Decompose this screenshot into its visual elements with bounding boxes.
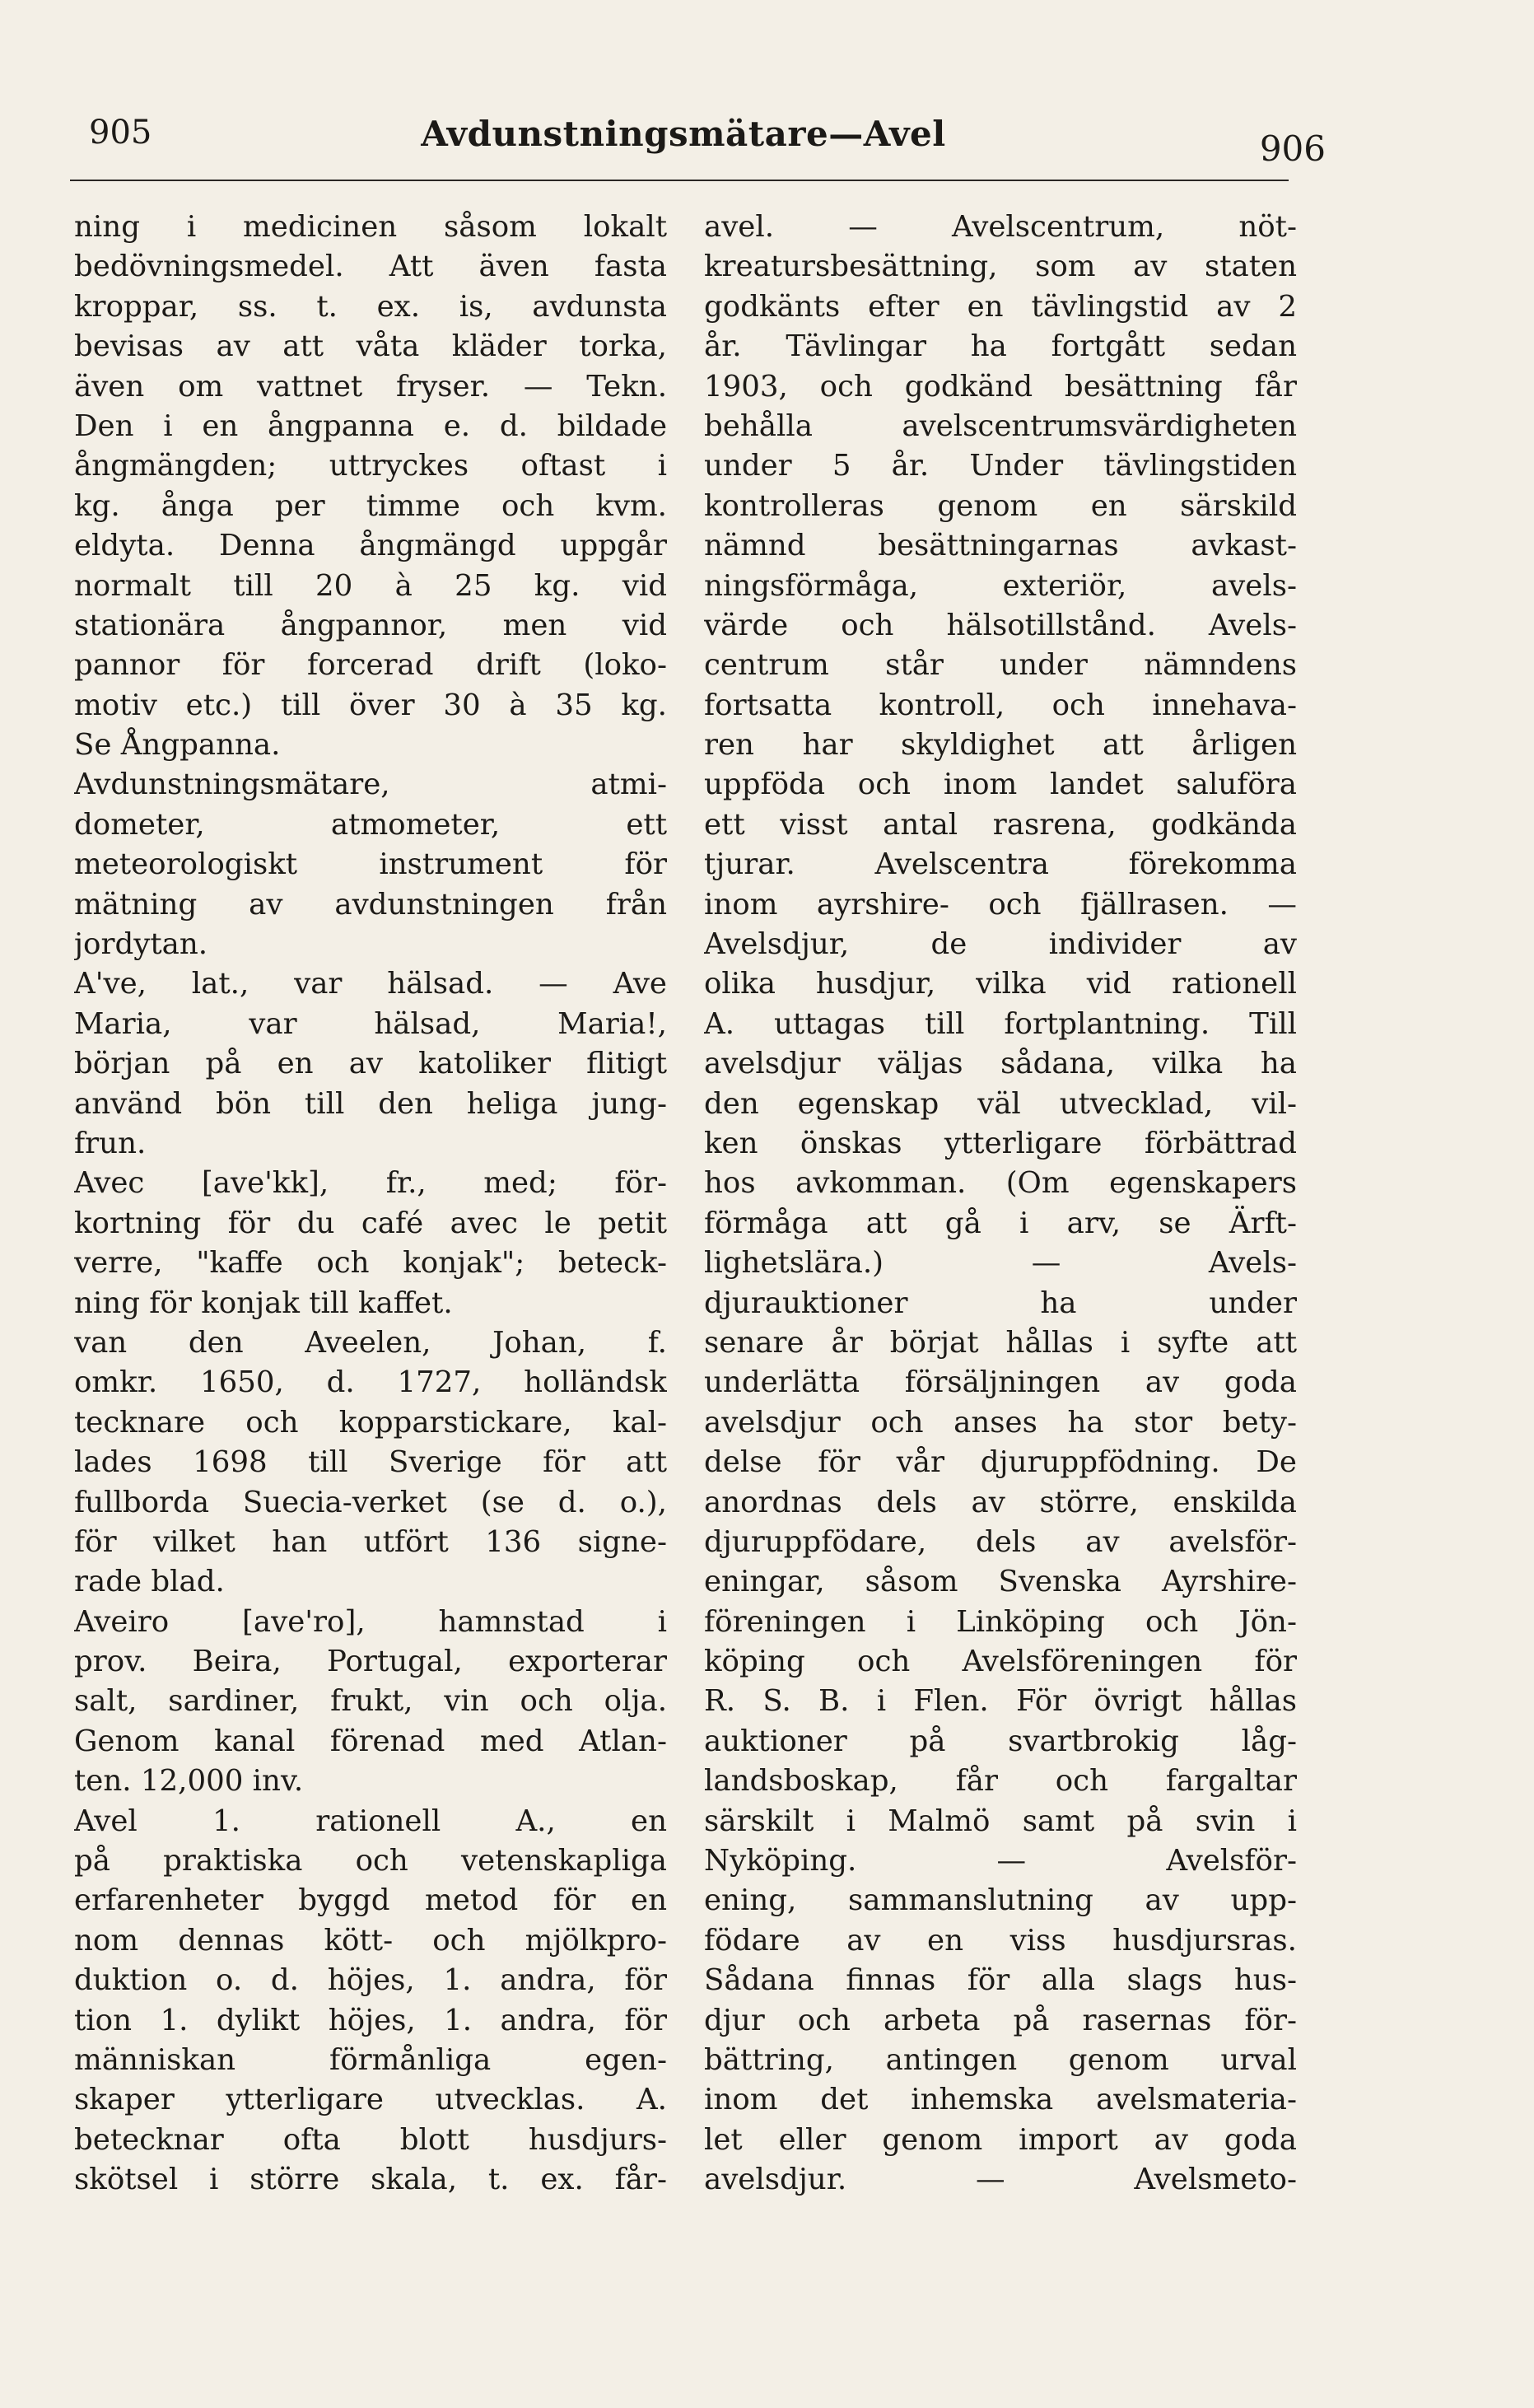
text-line: senare år börjat hållas i syfte att [704,1325,1297,1360]
text-line: erfarenheter byggd metod för en [74,1883,667,1918]
text-line: A. uttagas till fortplantning. Till [704,1006,1297,1041]
text-line: tecknare och kopparstickare, kal- [74,1405,667,1440]
text-line: den egenskap väl utvecklad, vil- [704,1086,1297,1121]
text-line: underlätta försäljningen av goda [704,1365,1297,1400]
text-line: föreningen i Linköping och Jön- [704,1604,1297,1639]
text-line: nom dennas kött- och mjölkpro- [74,1923,667,1958]
text-line: tion 1. dylikt höjes, 1. andra, för [74,2003,667,2037]
text-line: skötsel i större skala, t. ex. får- [74,2163,667,2197]
text-line: verre, "kaffe och konjak"; beteck- [74,1246,667,1281]
text-line: Sådana finnas för alla slags hus- [704,1963,1297,1998]
text-line: Maria, var hälsad, Maria!, [74,1006,667,1041]
text-line: let eller genom import av goda [704,2122,1297,2157]
text-line: duktion o. d. höjes, 1. andra, för [74,1963,667,1998]
text-line: mätning av avdunstningen från [74,887,667,922]
page-number-left: 905 [89,114,152,152]
text-line: avelsdjur och anses ha stor bety- [704,1405,1297,1440]
text-line: Aveiro [ave'ro], hamnstad i [74,1604,667,1639]
text-line: kontrolleras genom en särskild [704,488,1297,523]
text-line: dometer, atmometer, ett [74,807,667,842]
text-line: under 5 år. Under tävlingstiden [704,449,1297,483]
text-line: särskilt i Malmö samt på svin i [704,1804,1297,1838]
text-line: djuruppfödare, dels av avelsför- [704,1524,1297,1559]
text-line: rade blad. [74,1565,225,1599]
text-line: Avdunstningsmätare, atmi- [74,768,667,802]
text-line: hos avkomman. (Om egenskapers [704,1166,1297,1201]
text-line: 1903, och godkänd besättning får [704,369,1297,404]
text-line: delse för vår djuruppfödning. De [704,1445,1297,1480]
header-rule [70,180,1289,181]
text-line: kortning för du café avec le petit [74,1206,667,1240]
text-line: skaper ytterligare utvecklas. A. [74,2083,667,2117]
running-title: Avdunstningsmätare—Avel [421,114,946,154]
text-line: bedövningsmedel. Att även fasta [74,250,667,284]
text-line: Se Ångpanna. [74,728,281,763]
text-line: bättring, antingen genom urval [704,2042,1297,2077]
text-line: eningar, såsom Svenska Ayrshire- [704,1565,1297,1599]
text-line: för vilket han utfört 136 signe- [74,1524,667,1559]
text-line: pannor för forcerad drift (loko- [74,648,667,683]
text-line: centrum står under nämndens [704,648,1297,683]
text-line: även om vattnet fryser. — Tekn. [74,369,667,404]
text-line: godkänts efter en tävlingstid av 2 [704,289,1297,324]
text-line: människan förmånliga egen- [74,2042,667,2077]
text-line: R. S. B. i Flen. För övrigt hållas [704,1684,1297,1719]
right-column [704,208,1297,2200]
text-line: inom det inhemska avelsmateria- [704,2083,1297,2117]
text-line: uppföda och inom landet saluföra [704,768,1297,802]
page-header [74,114,1326,180]
text-line: förmåga att gå i arv, se Ärft- [704,1206,1297,1240]
text-line: jordytan. [74,927,208,962]
text-line: ken önskas ytterligare förbättrad [704,1126,1297,1160]
text-line: frun. [74,1126,147,1160]
text-line: använd bön till den heliga jung- [74,1086,667,1121]
text-line: på praktiska och vetenskapliga [74,1844,667,1878]
text-line: ett visst antal rasrena, godkända [704,807,1297,842]
text-line: ning för konjak till kaffet. [74,1286,453,1320]
text-line: prov. Beira, Portugal, exporterar [74,1645,667,1679]
text-line: fortsatta kontroll, och innehava- [704,688,1297,722]
text-line: avelsdjur. — Avelsmeto- [704,2163,1297,2197]
text-line: betecknar ofta blott husdjurs- [74,2122,667,2157]
text-line: köping och Avelsföreningen för [704,1645,1297,1679]
text-line: fullborda Suecia-verket (se d. o.), [74,1485,667,1519]
text-line: ångmängden; uttryckes oftast i [74,449,667,483]
text-line: stationära ångpannor, men vid [74,608,667,642]
text-line: ening, sammanslutning av upp- [704,1883,1297,1918]
text-line: ningsförmåga, exteriör, avels- [704,568,1297,603]
text-line: Avec [ave'kk], fr., med; för- [74,1166,667,1201]
text-line: salt, sardiner, frukt, vin och olja. [74,1684,667,1719]
text-line: Den i en ångpanna e. d. bildade [74,408,667,443]
text-line: djurauktioner ha under [704,1286,1297,1320]
text-line: ning i medicinen såsom lokalt [74,210,667,244]
left-column [74,208,667,2200]
text-line: djur och arbeta på rasernas för- [704,2003,1297,2037]
text-line: anordnas dels av större, enskilda [704,1485,1297,1519]
text-line: landsboskap, får och fargaltar [704,1764,1297,1799]
text-line: omkr. 1650, d. 1727, holländsk [74,1365,667,1400]
text-line: inom ayrshire- och fjällrasen. — [704,887,1297,922]
text-line: bevisas av att våta kläder torka, [74,329,667,364]
text-line: meteorologiskt instrument för [74,847,667,882]
text-line: A've, lat., var hälsad. — Ave [74,967,667,1001]
text-line: behålla avelscentrumsvärdigheten [704,408,1297,443]
text-line: värde och hälsotillstånd. Avels- [704,608,1297,642]
text-line: kreatursbesättning, som av staten [704,250,1297,284]
text-line: avelsdjur väljas sådana, vilka ha [704,1047,1297,1081]
text-line: början på en av katoliker flitigt [74,1047,667,1081]
text-line: motiv etc.) till över 30 à 35 kg. [74,688,667,722]
page-number-right: 906 [1259,128,1326,169]
text-line: kg. ånga per timme och kvm. [74,488,667,523]
text-line: avel. — Avelscentrum, nöt- [704,210,1297,244]
text-line: Avel 1. rationell A., en [74,1804,667,1838]
text-line: Nyköping. — Avelsför- [704,1844,1297,1878]
text-line: eldyta. Denna ångmängd uppgår [74,529,667,563]
text-line: auktioner på svartbrokig låg- [704,1724,1297,1758]
text-line: år. Tävlingar ha fortgått sedan [704,329,1297,364]
text-line: nämnd besättningarnas avkast- [704,529,1297,563]
text-line: ren har skyldighet att årligen [704,728,1297,763]
text-line: kroppar, ss. t. ex. is, avdunsta [74,289,667,324]
text-line: tjurar. Avelscentra förekomma [704,847,1297,882]
text-line: födare av en viss husdjursras. [704,1923,1297,1958]
text-line: ten. 12,000 inv. [74,1764,304,1799]
text-line: Avelsdjur, de individer av [704,927,1297,962]
text-line: Genom kanal förenad med Atlan- [74,1724,667,1758]
text-line: lighetslära.) — Avels- [704,1246,1297,1281]
text-line: lades 1698 till Sverige för att [74,1445,667,1480]
text-line: normalt till 20 à 25 kg. vid [74,568,667,603]
text-line: olika husdjur, vilka vid rationell [704,967,1297,1001]
text-line: van den Aveelen, Johan, f. [74,1325,667,1360]
